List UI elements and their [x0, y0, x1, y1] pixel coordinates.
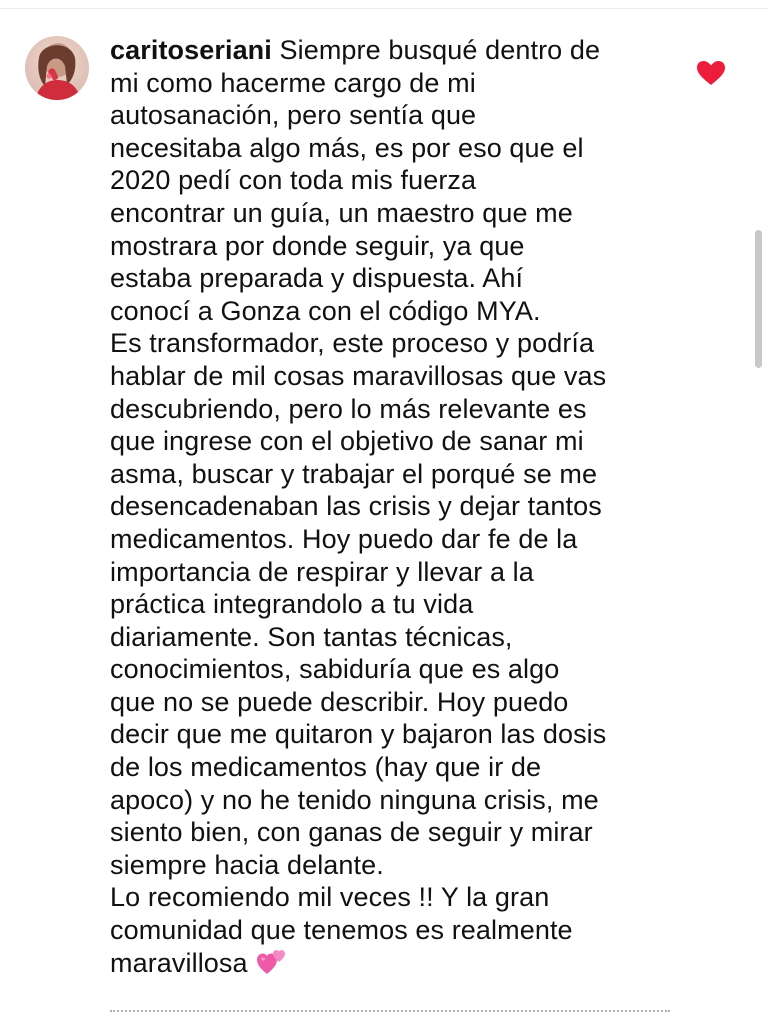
- avatar-image: [25, 36, 89, 100]
- next-comment-peek: [110, 1010, 670, 1016]
- top-divider: [0, 8, 768, 9]
- two-hearts-icon: [257, 948, 287, 984]
- scrollbar-thumb[interactable]: [755, 230, 762, 368]
- comment-username[interactable]: caritoseriani: [110, 35, 272, 65]
- comment-paragraph-2: Es transformador, este proceso y podría hablar de mil cosas maravillosas que vas descubriendo, pero lo más relevante es que ingrese con el objetivo de sanar mi asma, buscar y trabajar el porqué se me desencadenaban las crisis y dejar tantos medicamentos. Hoy puedo dar fe de la importancia de respirar y llevar a la práctica integrandolo a tu vida diariamente. Son tantas técnicas, conocimientos, sabiduría que es algo que no se puede describir. Hoy puedo decir que me quitaron y bajaron las dosis de los medicamentos (hay que ir de apoco) y no he tenido ninguna crisis, me siento bien, con ganas de seguir y mirar siempre hacia delante.: [110, 328, 607, 880]
- comment-paragraph-1: [110, 34, 670, 327]
- comment-text-1: Siempre busqué dentro de mi como hacerme cargo de mi autosanación, pero sentía que necesitaba algo más, es por eso que el 2020 pedí con toda mis fuerza encontrar un guía, un maestro que me mostrara por donde seguir, ya que estaba preparada y dispuesta. Ahí conocí a Gonza con el código MYA.: [110, 35, 601, 326]
- like-button[interactable]: [695, 58, 727, 88]
- user-avatar[interactable]: [25, 36, 89, 100]
- comment-text-3: Lo recomiendo mil veces !! Y la gran comunidad que tenemos es realmente maravillosa: [110, 882, 573, 978]
- comment-paragraph-3: [110, 881, 670, 983]
- comment-body: [110, 34, 670, 983]
- heart-icon: [695, 58, 727, 88]
